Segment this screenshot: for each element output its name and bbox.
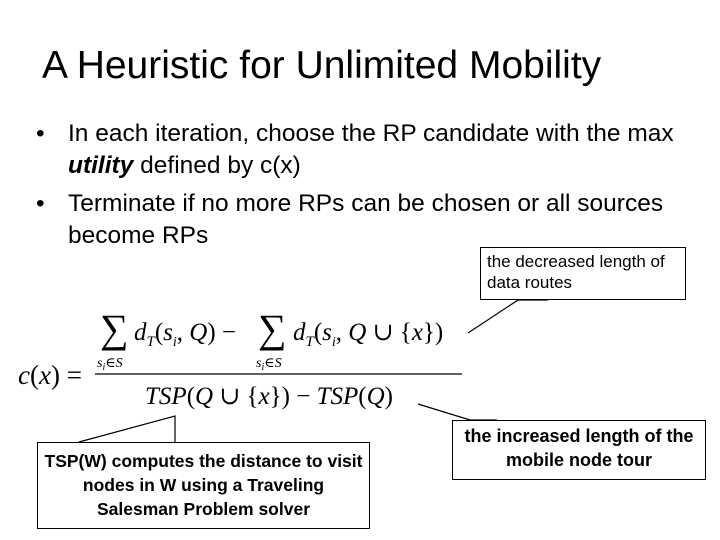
slide-title: A Heuristic for Unlimited Mobility — [42, 44, 602, 87]
formula-lhs: c(x) = — [18, 360, 82, 390]
bullet-text: Terminate if no more RPs can be chosen or all sources become RPs — [68, 190, 664, 249]
callout-tsp: TSP(W) computes the distance to visit nodes in W using a Traveling Salesman Problem solver — [37, 442, 370, 529]
bullet-text: In each iteration, choose the RP candidate with the max — [68, 120, 674, 147]
sum-symbol-icon: ∑ — [100, 306, 129, 351]
sum-index: $s_i\in S$ — [97, 356, 123, 373]
callout-routes: the decreased length of data routes — [480, 247, 686, 300]
denominator: TSP(Q ∪ {x}) − TSP(Q) — [145, 383, 393, 410]
sum-symbol-icon: ∑ — [258, 306, 287, 351]
pointer-tsp — [79, 416, 175, 442]
numerator-term-1: $d_T(s_i$, Q) − — [134, 319, 237, 350]
bullet-dot-icon: • — [36, 120, 45, 147]
numerator-term-2: $d_T(s_i$, Q ∪ {x}) — [293, 319, 444, 350]
emphasis-utility: utility — [68, 152, 134, 179]
bullet-dot-icon: • — [36, 190, 45, 217]
callout-tour: the increased length of the mobile node tour — [452, 420, 706, 480]
pointer-tour — [418, 404, 497, 420]
sum-index: $s_i\in S$ — [256, 356, 282, 373]
pointer-routes — [468, 300, 548, 333]
bullet-text-end: defined by c(x) — [133, 152, 301, 179]
